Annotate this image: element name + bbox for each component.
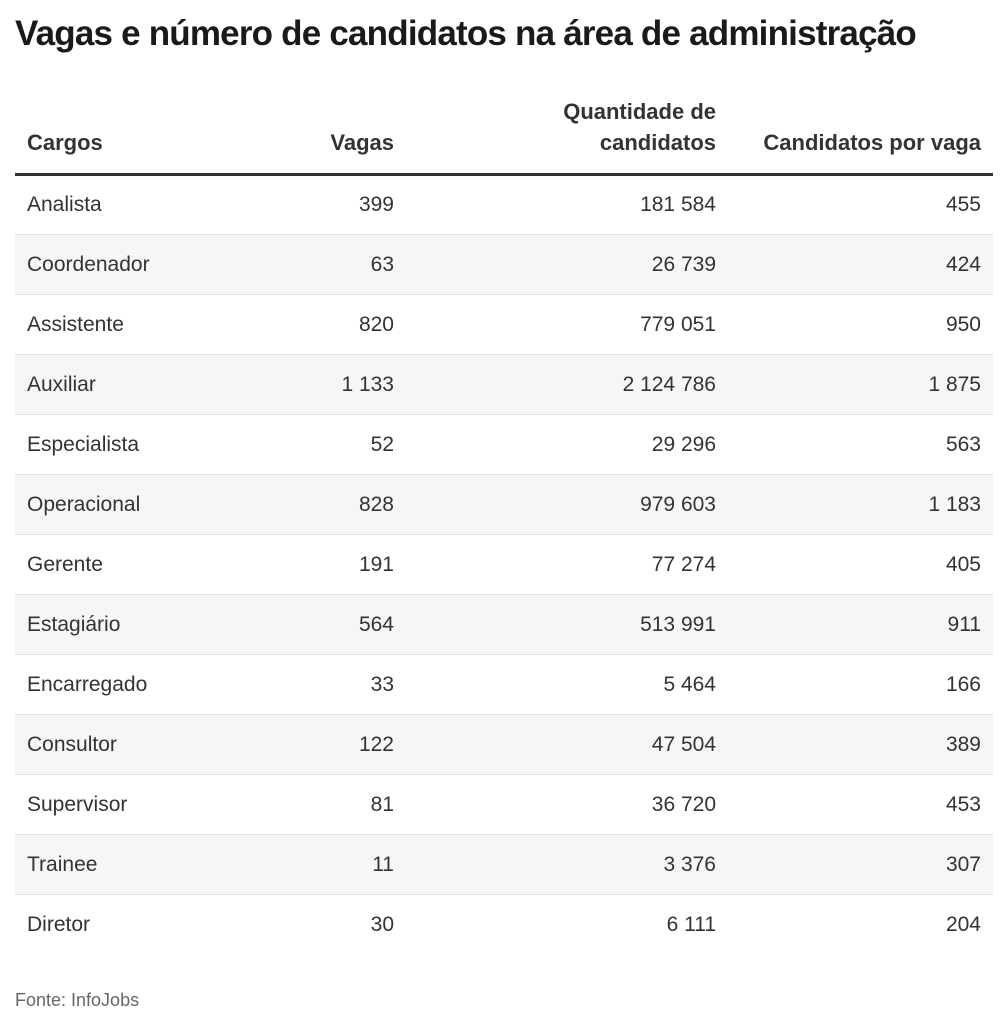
cell-candidatos-por-vaga: 911 bbox=[716, 595, 993, 655]
cell-vagas: 33 bbox=[255, 655, 406, 715]
cell-candidatos: 29 296 bbox=[406, 415, 716, 475]
cell-cargo: Trainee bbox=[15, 835, 255, 895]
cell-candidatos: 26 739 bbox=[406, 235, 716, 295]
table-row bbox=[15, 775, 993, 835]
cell-vagas: 81 bbox=[255, 775, 406, 835]
cell-cargo: Gerente bbox=[15, 535, 255, 595]
cell-vagas: 52 bbox=[255, 415, 406, 475]
cell-candidatos-por-vaga: 166 bbox=[716, 655, 993, 715]
cell-cargo: Coordenador bbox=[15, 235, 255, 295]
table-row bbox=[15, 235, 993, 295]
cell-vagas: 828 bbox=[255, 475, 406, 535]
table-row bbox=[15, 175, 993, 235]
cell-cargo: Especialista bbox=[15, 415, 255, 475]
cell-candidatos: 979 603 bbox=[406, 475, 716, 535]
cell-vagas: 122 bbox=[255, 715, 406, 775]
table-row bbox=[15, 535, 993, 595]
column-header-candidatos-por-vaga: Candidatos por vaga bbox=[716, 96, 993, 175]
cell-candidatos: 36 720 bbox=[406, 775, 716, 835]
cell-candidatos: 2 124 786 bbox=[406, 355, 716, 415]
table-row bbox=[15, 895, 993, 955]
table-row bbox=[15, 475, 993, 535]
cell-candidatos-por-vaga: 563 bbox=[716, 415, 993, 475]
cell-vagas: 399 bbox=[255, 175, 406, 235]
column-header-vagas: Vagas bbox=[255, 96, 406, 175]
cell-candidatos: 181 584 bbox=[406, 175, 716, 235]
cell-cargo: Consultor bbox=[15, 715, 255, 775]
cell-vagas: 30 bbox=[370, 912, 394, 936]
cell-candidatos: 77 274 bbox=[406, 535, 716, 595]
cell-cargo: Analista bbox=[15, 175, 255, 235]
column-header-quantidade-candidatos: Quantidade de candidatos bbox=[406, 96, 716, 175]
cell-candidatos-por-vaga: 389 bbox=[716, 715, 993, 775]
cell-vagas: 191 bbox=[255, 535, 406, 595]
table-row bbox=[15, 415, 993, 475]
cell-vagas: 1 133 bbox=[255, 355, 406, 415]
cell-candidatos: 5 464 bbox=[406, 655, 716, 715]
cell-cargo: Encarregado bbox=[15, 655, 255, 715]
table-row bbox=[15, 355, 993, 415]
cell-cargo: Supervisor bbox=[15, 775, 255, 835]
cell-candidatos-por-vaga: 307 bbox=[716, 835, 993, 895]
column-header-cargos: Cargos bbox=[15, 96, 255, 175]
cell-cargo: Assistente bbox=[15, 295, 255, 355]
cell-candidatos-por-vaga: 1 183 bbox=[716, 475, 993, 535]
cell-candidatos-por-vaga: 424 bbox=[716, 235, 993, 295]
cell-candidatos: 513 991 bbox=[406, 595, 716, 655]
cell-vagas: 820 bbox=[255, 295, 406, 355]
cell-vagas: 63 bbox=[255, 235, 406, 295]
cell-cargo: Auxiliar bbox=[15, 355, 255, 415]
table-row bbox=[15, 595, 993, 655]
table-row bbox=[15, 835, 993, 895]
table-row bbox=[15, 295, 993, 355]
cell-candidatos-por-vaga: 950 bbox=[716, 295, 993, 355]
data-table bbox=[15, 96, 993, 955]
header-row bbox=[15, 96, 993, 175]
cell-candidatos-por-vaga: 204 bbox=[945, 912, 981, 936]
cell-cargo: Estagiário bbox=[15, 595, 255, 655]
cell-candidatos: 3 376 bbox=[406, 835, 716, 895]
cell-cargo: Operacional bbox=[15, 475, 255, 535]
cell-candidatos-por-vaga: 453 bbox=[716, 775, 993, 835]
cell-vagas: 564 bbox=[255, 595, 406, 655]
cell-candidatos: 6 111 bbox=[666, 912, 716, 936]
cell-candidatos-por-vaga: 455 bbox=[716, 175, 993, 235]
table-row bbox=[15, 715, 993, 775]
table-row bbox=[15, 655, 993, 715]
chart-title: Vagas e número de candidatos na área de administração bbox=[15, 14, 917, 53]
cell-candidatos: 47 504 bbox=[406, 715, 716, 775]
table-body bbox=[15, 175, 993, 955]
cell-candidatos-por-vaga: 405 bbox=[716, 535, 993, 595]
source-note: Fonte: InfoJobs bbox=[15, 990, 140, 1010]
cell-vagas: 11 bbox=[255, 835, 406, 895]
cell-candidatos: 779 051 bbox=[406, 295, 716, 355]
cell-cargo: Diretor bbox=[27, 912, 91, 936]
cell-candidatos-por-vaga: 1 875 bbox=[716, 355, 993, 415]
